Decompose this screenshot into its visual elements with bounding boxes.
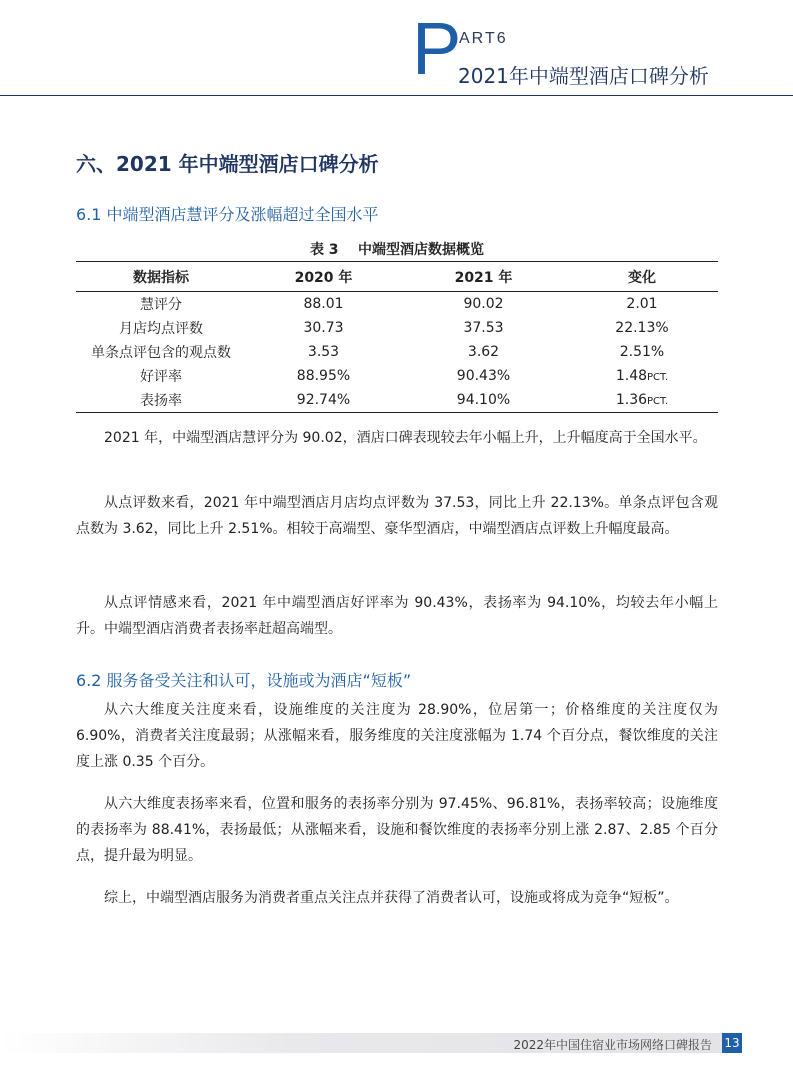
page-number: 13 [722,1033,742,1053]
header-title: 2021年中端型酒店口碑分析 [458,64,709,88]
table-row [76,388,718,413]
metric-cell: 月店均点评数 [119,321,203,337]
change-cell [566,316,718,340]
change-value: 2.51% [619,344,665,360]
paragraph: 2021 年，中端型酒店慧评分为 90.02，酒店口碑表现较去年小幅上升，上升幅度高于全国水平。 [104,430,707,446]
change-value: 2.01 [626,296,658,312]
table-row [76,364,718,388]
metric-cell: 好评率 [140,369,182,385]
paragraph: 从点评情感来看，2021 年中端型酒店好评率为 90.43%，表扬率为 94.10%，均较去年小幅上升。中端型酒店消费者表扬率赶超高端型。 [76,595,718,637]
table-header-row [76,262,718,292]
change-unit: PCT. [647,396,669,407]
paragraph: 从六大维度关注度来看，设施维度的关注度为 28.90%，位居第一；价格维度的关注度仅为 6.90%，消费者关注度最弱；从涨幅来看，服务维度的关注度涨幅为 1.74 个百分点，餐饮维度的关注度上涨 0.35 个百分。 [76,702,718,770]
value-2020-cell: 3.53 [307,344,340,360]
metric-cell: 慧评分 [140,297,182,313]
paragraph: 从点评数来看，2021 年中端型酒店月店均点评数为 37.53，同比上升 22.13%。单条点评包含观点数为 3.62，同比上升 2.51%。相较于高端型、豪华型酒店，中端型酒店点评数上升幅度最高。 [76,495,718,537]
table-header-cell: 2021 年 [401,262,566,292]
value-2021-cell: 90.43% [456,368,511,384]
value-2021-cell: 94.10% [401,388,566,413]
table-header-cell: 变化 [566,262,718,292]
table-header-cell: 2020 年 [246,262,401,292]
subsection-title-6-2: 6.2 服务备受关注和认可，设施或为酒店“短板” [76,671,412,690]
metric-cell: 表扬率 [76,388,246,413]
change-value: 1.36 [615,392,648,408]
table-row [76,316,718,340]
value-2021-cell: 37.53 [463,320,504,336]
change-cell [566,388,718,413]
data-table [76,261,718,413]
part-letter: P [412,7,462,90]
change-cell [566,292,718,317]
header-divider [0,95,793,96]
change-unit: PCT. [647,372,669,383]
value-2020-cell: 92.74% [246,388,401,413]
change-cell [566,364,718,388]
change-value: 1.48 [615,368,648,384]
section-title: 六、2021 年中端型酒店口碑分析 [76,152,379,176]
change-cell [566,340,718,364]
table-caption: 表 3 中端型酒店数据概览 [309,242,485,258]
value-2020-cell: 30.73 [303,320,344,336]
part-label: ART6 [459,30,508,47]
value-2020-cell: 88.01 [303,296,344,312]
table-row [76,340,718,364]
paragraph: 综上，中端型酒店服务为消费者重点关注点并获得了消费者认可，设施或将成为竞争“短板”。 [104,890,679,906]
page-header [0,0,793,96]
value-2021-cell: 90.02 [463,296,504,312]
paragraph: 从六大维度表扬率来看，位置和服务的表扬率分别为 97.45%、96.81%，表扬率较高；设施维度的表扬率为 88.41%，表扬最低；从涨幅来看，设施和餐饮维度的表扬率分别上涨 2.87、2.85 个百分点，提升最为明显。 [76,796,718,864]
value-2020-cell: 88.95% [296,368,351,384]
change-value: 22.13% [615,320,669,336]
table-row [76,292,718,317]
footer-report-title: 2022年中国住宿业市场网络口碑报告 [513,1038,712,1052]
value-2021-cell: 3.62 [467,344,500,360]
metric-cell: 单条点评包含的观点数 [91,345,231,361]
table-header-cell: 数据指标 [76,262,246,292]
subsection-title-6-1: 6.1 中端型酒店慧评分及涨幅超过全国水平 [76,205,379,224]
